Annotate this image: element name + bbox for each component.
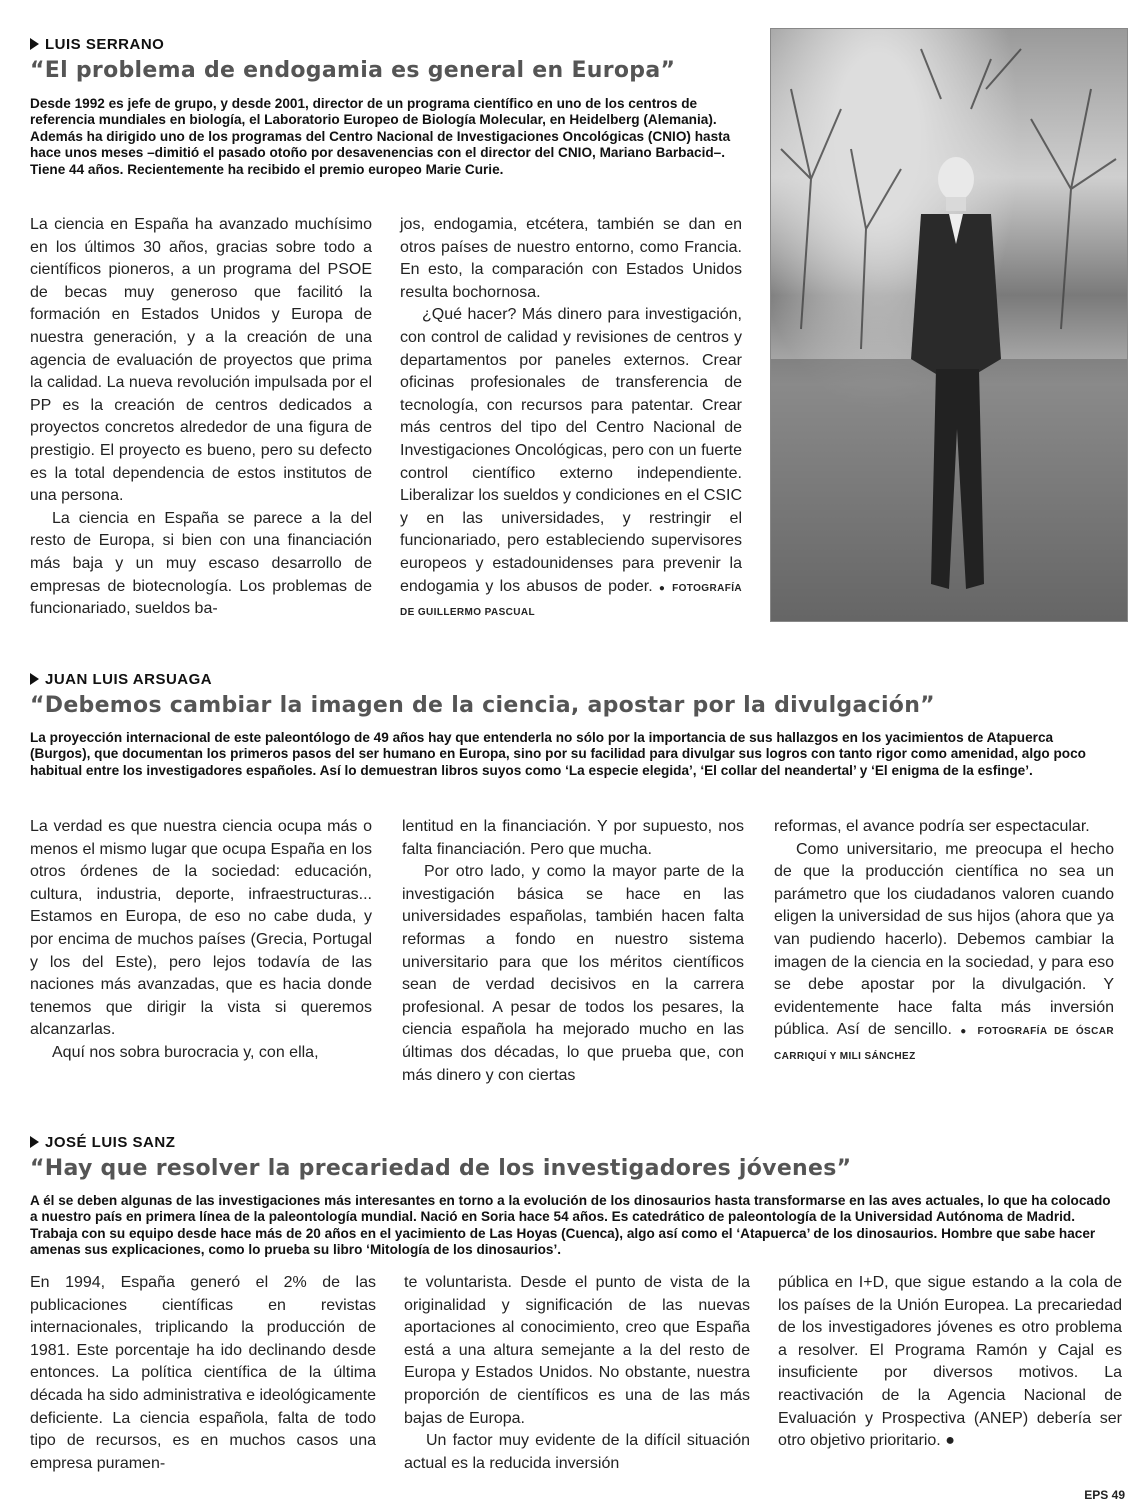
paragraph: Por otro lado, y como la mayor parte de la investigación básica se hace en las universidades españolas, también hacen falta reformas a fondo en nuestro sistema universitario para que los méritos científicos sean de verdad decisivos en la carrera profesional. A pesar de todos los pesares, la ciencia española ha mejorado mucho en las últimas dos décadas, lo que prueba que, con más dinero y con ciertas — [402, 863, 744, 1084]
paragraph: pública en I+D, que sigue estando a la cola de los países de la Unión Europea. La precariedad de los investigadores jóvenes es otro problema a resolver. El Programa Ramón y Cajal es insuficiente por diversos motivos. La reactivación de la Agencia Nacional de Evaluación y Prospectiva (ANEP) debería ser otro objetivo prioritario. ● — [778, 1274, 1122, 1450]
headline: “El problema de endogamia es general en Europa” — [30, 58, 676, 83]
column-2 — [404, 1272, 750, 1475]
triangle-bullet-icon — [30, 673, 39, 685]
article-body — [30, 214, 742, 625]
portrait-photo-image — [771, 29, 1127, 621]
triangle-bullet-icon — [30, 38, 39, 50]
paragraph: Un factor muy evidente de la difícil situación actual es la reducida inversión — [404, 1432, 750, 1472]
paragraph: La verdad es que nuestra ciencia ocupa más o menos el mismo lugar que ocupa España en los otros órdenes de la sociedad: educación, cultura, industria, deporte, infraestructuras... Estamos en Europa, de eso no cabe duda, y por encima de muchos países (Grecia, Portugal y los del Este), pero lejos todavía de las naciones más avanzadas, que es hacia donde tenemos que dirigir la vista si queremos alcanzarlas. — [30, 818, 372, 1039]
paragraph: te voluntarista. Desde el punto de vista de la originalidad y significación de las nuevas aportaciones al conocimiento, creo que España está a una altura semejante a la del resto de Europa y Estados Unidos. No obstante, nuestra proporción de científicos es una de las más bajas de Europa. — [404, 1274, 750, 1427]
column-2 — [402, 816, 744, 1087]
headline: “Hay que resolver la precariedad de los investigadores jóvenes” — [30, 1156, 852, 1181]
photo-credit: ● FOTOGRAFÍA DE ÓSCAR CARRIQUÍ Y MILI SÁNCHEZ — [774, 1026, 1114, 1062]
author-label: JUAN LUIS ARSUAGA — [45, 671, 213, 688]
author-name — [30, 1134, 175, 1151]
paragraph: La ciencia en España ha avanzado muchísimo en los últimos 30 años, gracias sobre todo a científicos pioneros, a un programa del PSOE de becas muy generoso que facilitó la formación en Estados Unidos y Europa de nuestra generación, y a la creación de una agencia de evaluación de proyectos que prima la calidad. La nueva revolución impulsada por el PP es la creación de centros dedicados a proyectos concretos alrededor de una figura de prestigio. El proyecto es bueno, pero su defecto es la total dependencia de estos institutos de una persona. — [30, 216, 372, 505]
lead-paragraph: A él se deben algunas de las investigaciones más interesantes en torno a la evolución de los dinosaurios hasta transformarse en las aves actuales, lo que ha colocado a nuestro país en primera línea de la paleontología mundial. Nació en Soria hace 54 años. Es catedrático de paleontología de la Universidad Autónoma de Madrid. Trabaja con su equipo desde hace más de 20 años en el yacimiento de Las Hoyas (Cuenca), algo así como el ‘Atapuerca’ de los dinosaurios. Hombre que sabe hacer amenas sus explicaciones, como lo prueba su libro ‘Mitología de los dinosaurios’. — [30, 1193, 1111, 1258]
photo-credit: ● FOTOGRAFÍA DE GUILLERMO PASCUAL — [400, 582, 742, 619]
paragraph: reformas, el avance podría ser espectacular. — [774, 818, 1090, 835]
column-2 — [400, 214, 742, 625]
headline: “Debemos cambiar la imagen de la ciencia, apostar por la divulgación” — [30, 693, 935, 718]
column-3 — [778, 1272, 1122, 1475]
column-1 — [30, 1272, 376, 1475]
column-1 — [30, 816, 372, 1087]
paragraph: Aquí nos sobra burocracia y, con ella, — [52, 1043, 319, 1061]
article-body — [30, 1272, 1122, 1475]
lead-paragraph: La proyección internacional de este paleontólogo de 49 años hay que entenderla no sólo por la importancia de sus hallazgos en los yacimientos de Atapuerca (Burgos), que documentan los primeros pasos del ser humano en Europa, sino por su facilidad para divulgar sus logros con tanto rigor como amenidad, algo poco habitual entre los investigadores españoles. Así lo demuestran libros suyos como ‘La especie elegida’, ‘El collar del neandertal’ y ‘El enigma de la esfinge’. — [30, 730, 1086, 778]
portrait-photo — [770, 28, 1128, 622]
column-3 — [774, 816, 1114, 1087]
article-body — [30, 816, 1114, 1087]
author-name — [30, 36, 164, 53]
author-label: JOSÉ LUIS SANZ — [45, 1134, 176, 1151]
paragraph: jos, endogamia, etcétera, también se dan en otros países de nuestro entorno, como Francia. En esto, la comparación con Estados Unidos resulta bochornosa. — [400, 216, 742, 301]
paragraph — [400, 304, 742, 624]
lead-paragraph: Desde 1992 es jefe de grupo, y desde 2001, director de un programa científico en uno de los centros de referencia mundiales en biología, el Laboratorio Europeo de Biología Molecular, en Heidelberg (Alemania). Además ha dirigido uno de los programas del Centro Nacional de Investigaciones Oncológicas (CNIO) hasta hace unos meses –dimitió el pasado otoño por desavenencias con el director del CNIO, Mariano Barbacid–. Tiene 44 años. Recientemente ha recibido el premio europeo Marie Curie. — [30, 96, 731, 177]
paragraph — [774, 839, 1114, 1069]
author-label: LUIS SERRANO — [45, 36, 165, 53]
paragraph: En 1994, España generó el 2% de las publicaciones científicas en revistas internacionales, triplicando la producción de 1981. Este porcentaje ha ido declinando desde entonces. La política científica de la última década ha sido administrativa e ideológicamente deficiente. La ciencia española, falta de todo tipo de recursos, es en muchos casos una empresa puramen- — [30, 1274, 376, 1472]
paragraph-text: Como universitario, me preocupa el hecho de que la producción científica no sea un parámetro que los ciudadanos valoren cuando eligen la universidad de sus hijos (ahora que ya van pudiendo hacerlo). Debemos cambiar la imagen de la ciencia en la sociedad, y para eso se debe apostar por la divulgación. Y evidentemente hace falta más inversión pública. Así de sencillo. — [774, 840, 1114, 1039]
column-1 — [30, 214, 372, 625]
paragraph-text: ¿Qué hacer? Más dinero para investigación, con control de calidad y revisiones de centros y departamentos por paneles externos. Crear oficinas profesionales de transferencia de tecnología, con recursos para patentar. Crear más centros del tipo del Centro Nacional de Investigaciones Oncológicas, pero con un fuerte control científico externo independiente. Liberalizar los sueldos y condiciones en el CSIC y en las universidades, y restringir el funcionariado, pero estableciendo supervisores europeos y estadounidenses para prevenir la endogamia y los abusos de poder. — [400, 306, 742, 595]
author-name — [30, 671, 212, 688]
triangle-bullet-icon — [30, 1136, 39, 1148]
paragraph: La ciencia en España se parece a la del resto de Europa, si bien con una financiación más baja y un muy escaso desarrollo de empresas de biotecnología. Los problemas de funcionariado, sueldos ba- — [30, 509, 372, 618]
page-number: EPS 49 — [1084, 1488, 1125, 1502]
paragraph: lentitud en la financiación. Y por supuesto, nos falta financiación. Pero que mucha. — [402, 818, 744, 858]
